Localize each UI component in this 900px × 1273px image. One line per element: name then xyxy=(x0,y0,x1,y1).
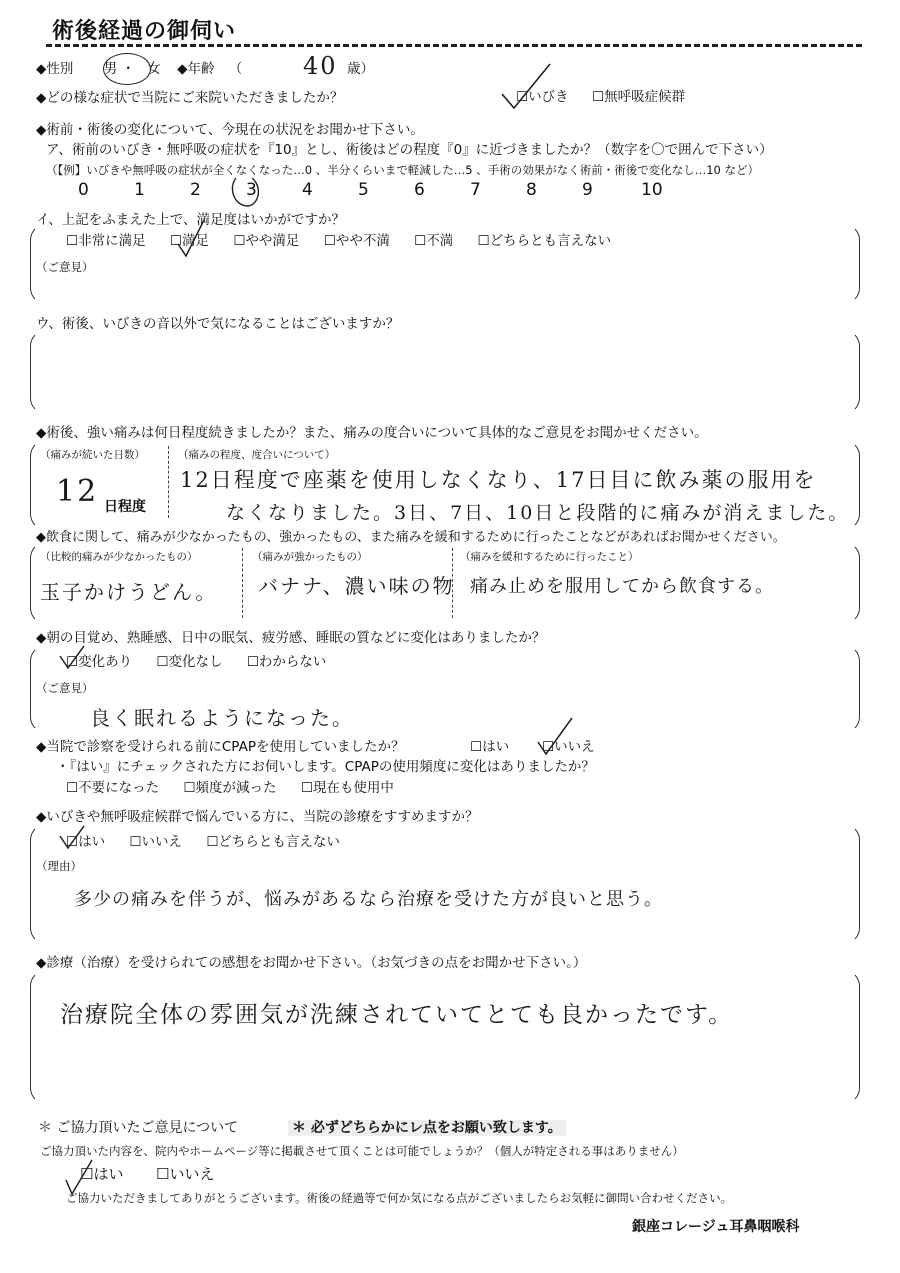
q6-divider-1 xyxy=(242,548,243,618)
q3-note-label: （ご意見） xyxy=(36,260,94,274)
q9-reason-label: （理由） xyxy=(36,859,82,873)
q7-option-changed[interactable]: ☐変化あり xyxy=(66,654,133,670)
q3-option-somewhat-satisfied[interactable]: ☐やや満足 xyxy=(233,233,300,249)
q3-option-somewhat-dissatisfied[interactable]: ☐やや不満 xyxy=(323,233,390,249)
q4-question: ウ、術後、いびきの音以外で気になることはございますか？ xyxy=(36,316,400,332)
q7-note-label: （ご意見） xyxy=(36,681,94,695)
checkmark-icon xyxy=(498,62,558,110)
q6-col2-label: （痛みが強かったもの） xyxy=(252,551,368,563)
q6-question: ◆飲食に関して、痛みが少なかったもの、強かったもの、また痛みを緩和するために行ったことなどがあればお聞かせください。 xyxy=(36,530,786,545)
q1-option-apnea[interactable]: ☐無呼吸症候群 xyxy=(592,89,686,105)
q8-options xyxy=(66,780,394,796)
q10-answer[interactable]: 治療院全体の雰囲気が洗練されていてとても良かったです。 xyxy=(60,1002,734,1028)
consent-no[interactable]: ☐いいえ xyxy=(156,1165,215,1183)
scale-2[interactable]: 2 xyxy=(190,180,201,200)
q10-question: ◆診療（治療）を受けられての感想をお聞かせ下さい。（お気づきの点をお聞かせ下さい。） xyxy=(36,955,587,971)
consent-yes[interactable]: ☐はい xyxy=(80,1165,124,1183)
q5-days-value[interactable]: 12 xyxy=(56,474,99,509)
age-value[interactable]: 40 xyxy=(303,52,338,80)
scale-4[interactable]: 4 xyxy=(302,180,313,200)
q6-col2-answer[interactable]: バナナ、濃い味の物 xyxy=(258,574,455,598)
q1-question: ◆どの様な症状で当院にご来院いただきましたか？ xyxy=(36,90,344,106)
clinic-name: 銀座コレージュ耳鼻咽喉科 xyxy=(632,1219,800,1235)
q9-answer[interactable]: 多少の痛みを伴うが、悩みがあるなら治療を受けた方が良いと思う。 xyxy=(74,889,663,910)
q2-subquestion: ア、術前のいびき・無呼吸の症状を『10』とし、術後はどの程度『0』に近づきましたか？（数字を〇で囲んで下さい） xyxy=(46,142,773,158)
q3-question: イ、上記をふまえた上で、満足度はいかがですか？ xyxy=(36,212,346,228)
q7-option-unknown[interactable]: ☐わからない xyxy=(246,654,327,670)
q7-option-unchanged[interactable]: ☐変化なし xyxy=(156,654,223,670)
q3-options xyxy=(66,233,611,249)
q2-question: ◆術前・術後の変化について、今現在の状況をお聞かせ下さい。 xyxy=(36,122,424,138)
q5-degree-label: （痛みの程度、度合いについて） xyxy=(178,449,336,461)
q8-option-still-using[interactable]: ☐現在も使用中 xyxy=(300,780,394,796)
q1-option-snoring[interactable]: ☐いびき xyxy=(516,89,569,105)
q2-scale xyxy=(0,180,900,204)
q5-answer-line2[interactable]: なくなりました。3日、7日、10日と段階的に痛みが消えました。 xyxy=(226,502,850,524)
q5-days-label: （痛みが続いた日数） xyxy=(40,449,145,461)
gender-male[interactable]: 男 xyxy=(103,61,118,77)
scale-8[interactable]: 8 xyxy=(526,180,537,200)
consent-title: ＊ ご協力頂いたご意見について xyxy=(38,1120,239,1136)
q6-col3-label: （痛みを緩和するために行ったこと） xyxy=(460,551,639,563)
q7-options xyxy=(66,654,326,670)
q9-option-neither[interactable]: ☐どちらとも言えない xyxy=(206,834,340,850)
gender-female[interactable]: 女 xyxy=(147,61,161,77)
q6-col1-label: （比較的痛みが少なかったもの） xyxy=(40,551,198,563)
q8-subquestion: ・『はい』にチェックされた方にお伺いします。CPAPの使用頻度に変化はありましたか？ xyxy=(56,759,595,775)
thanks-message: ご協力いただきましてありがとうございます。術後の経過等で何か気になる点がございましたらお気軽に御問い合わせください。 xyxy=(66,1191,733,1205)
scale-9[interactable]: 9 xyxy=(582,180,593,200)
scale-3[interactable]: 3 xyxy=(246,180,257,200)
q8-question: ◆当院で診察を受けられる前にCPAPを使用していましたか？ xyxy=(36,739,405,755)
q7-answer[interactable]: 良く眠れるようになった。 xyxy=(90,706,354,730)
q5-answer-line1[interactable]: 12日程度で座薬を使用しなくなり、17日目に飲み薬の服用を xyxy=(180,468,817,492)
q5-divider xyxy=(168,446,169,518)
q10-answer-box xyxy=(30,970,860,1104)
scale-7[interactable]: 7 xyxy=(470,180,481,200)
scale-10[interactable]: 10 xyxy=(641,180,663,200)
q5-days-unit: 日程度 xyxy=(104,499,146,515)
q3-option-dissatisfied[interactable]: ☐不満 xyxy=(414,233,454,249)
title-divider xyxy=(46,44,862,47)
gender-sep: ・ xyxy=(121,61,135,77)
q6-col1-answer[interactable]: 玉子かけうどん。 xyxy=(40,580,218,604)
scale-6[interactable]: 6 xyxy=(414,180,425,200)
consent-question: ご協力頂いた内容を、院内やホームページ等に掲載させて頂くことは可能でしょうか？（個人が特定される事はありません） xyxy=(40,1144,684,1158)
q9-option-yes[interactable]: ☐はい xyxy=(66,834,106,850)
q8-option-unneeded[interactable]: ☐不要になった xyxy=(66,780,160,796)
age-unit: 歳） xyxy=(347,61,374,77)
q3-option-neither[interactable]: ☐どちらとも言えない xyxy=(477,233,612,249)
q8-yes[interactable]: ☐はい xyxy=(470,739,510,755)
q3-option-very-satisfied[interactable]: ☐非常に満足 xyxy=(66,233,146,249)
checkmark-icon xyxy=(58,644,86,672)
checkmark-icon xyxy=(58,824,86,852)
q9-options xyxy=(66,834,340,850)
checkmark-icon xyxy=(176,218,206,258)
q9-question: ◆いびきや無呼吸症候群で悩んでいる方に、当院の診療をすすめますか？ xyxy=(36,809,479,825)
scale-0[interactable]: 0 xyxy=(78,180,89,200)
q8-option-less-frequent[interactable]: ☐頻度が減った xyxy=(183,780,277,796)
q4-answer-box[interactable] xyxy=(30,330,860,414)
q9-option-no[interactable]: ☐いいえ xyxy=(129,834,183,850)
scale-1[interactable]: 1 xyxy=(134,180,145,200)
age-label: ◆年齢 xyxy=(177,61,215,77)
gender-label: ◆性別 xyxy=(36,61,74,77)
q8-no[interactable]: ☐いいえ xyxy=(542,739,595,755)
age-open: （ xyxy=(228,61,243,77)
consent-note: ＊ 必ずどちらかにレ点をお願い致します。 xyxy=(288,1120,566,1136)
q6-col3-answer[interactable]: 痛み止めを服用してから飲食する。 xyxy=(470,576,774,597)
scale-circle-mark xyxy=(230,172,264,210)
page-title: 術後経過の御伺い xyxy=(52,19,237,44)
checkmark-icon xyxy=(536,716,576,756)
q5-question: ◆術後、強い痛みは何日程度続きましたか？また、痛みの度合いについて具体的なご意見をお聞かせください。 xyxy=(36,425,708,441)
male-circle-mark xyxy=(103,53,151,85)
q3-option-satisfied[interactable]: ☐満足 xyxy=(169,233,210,249)
q7-question: ◆朝の目覚め、熟睡感、日中の眠気、疲労感、睡眠の質などに変化はありましたか？ xyxy=(36,630,546,646)
q2-example: （【例】いびきや無呼吸の症状が全くなくなった…0 、半分くらいまで軽減した…5 、手術の効果がなく術前・術後で変化なし…10 など） xyxy=(46,163,759,177)
scale-5[interactable]: 5 xyxy=(358,180,369,200)
